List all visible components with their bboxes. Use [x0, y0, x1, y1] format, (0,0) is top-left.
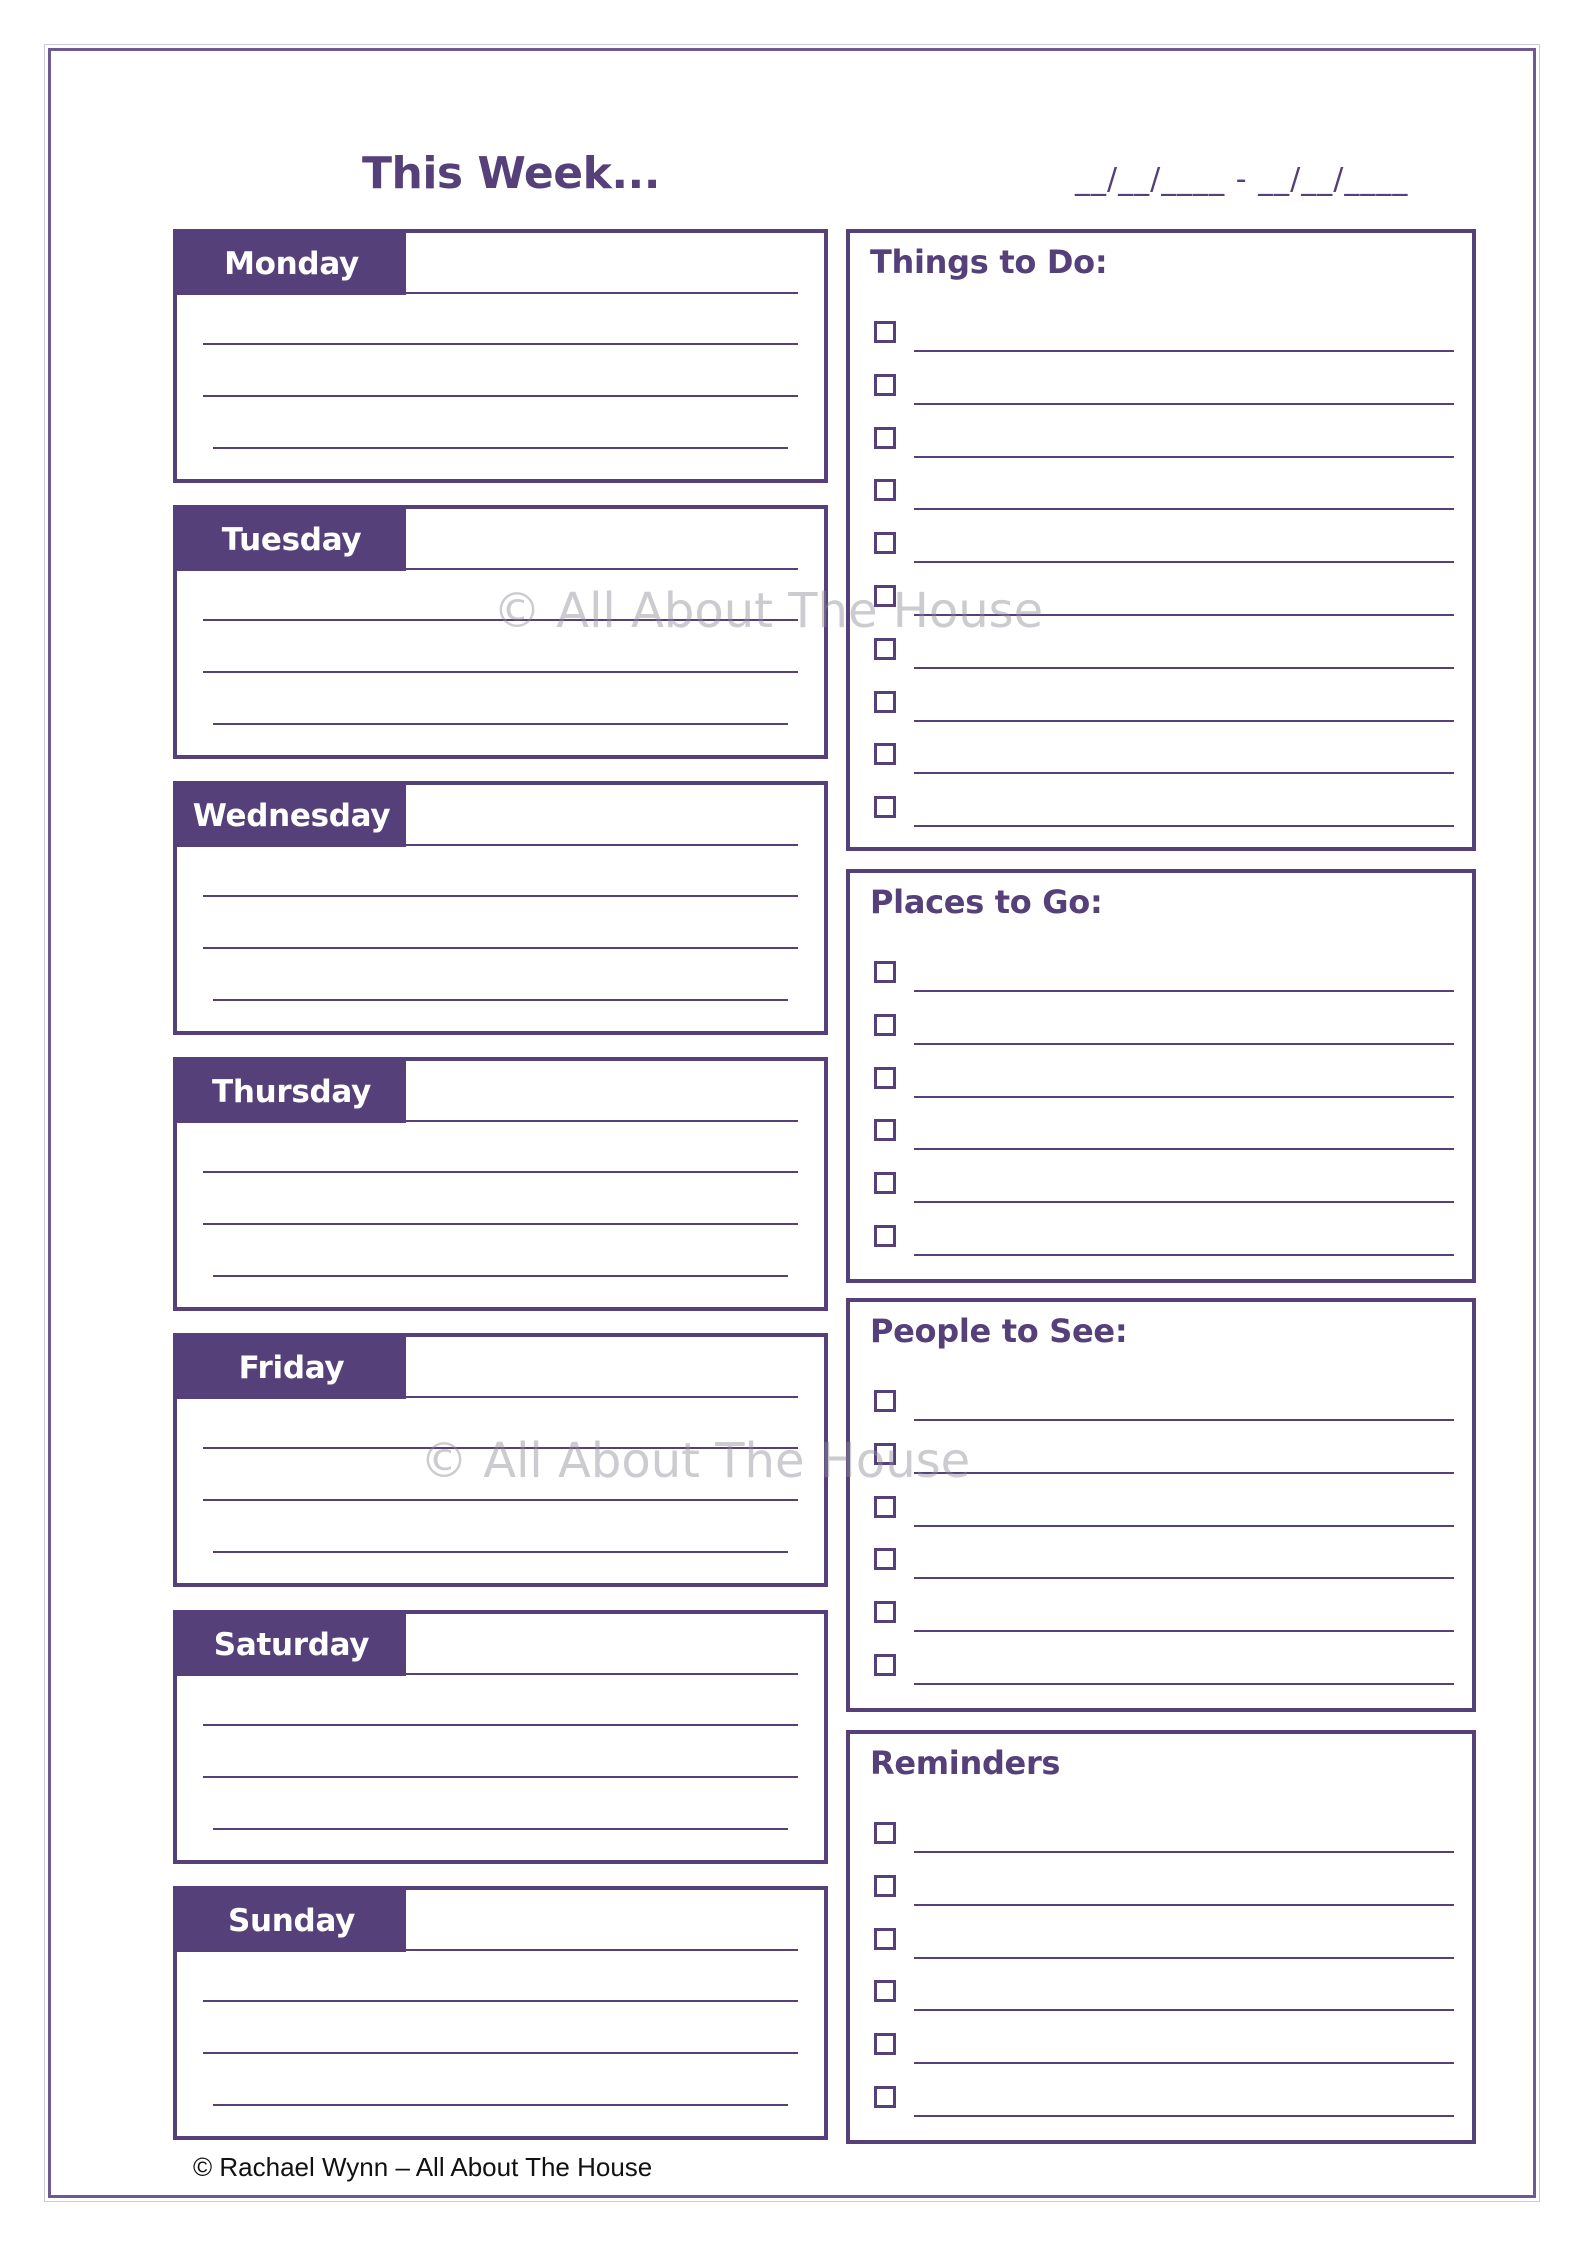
writing-line[interactable] [406, 1120, 798, 1122]
writing-line[interactable] [914, 667, 1454, 669]
checkbox[interactable] [874, 743, 896, 765]
checkbox[interactable] [874, 1172, 896, 1194]
writing-line[interactable] [213, 723, 788, 725]
day-header: Saturday [177, 1614, 406, 1676]
writing-line[interactable] [203, 1447, 798, 1449]
day-header: Sunday [177, 1890, 406, 1952]
writing-line[interactable] [203, 1223, 798, 1225]
checklist-row[interactable] [874, 370, 1454, 410]
day-box-saturday[interactable] [173, 1610, 828, 1864]
day-box-tuesday[interactable] [173, 505, 828, 759]
checkbox[interactable] [874, 479, 896, 501]
writing-line[interactable] [203, 1171, 798, 1173]
writing-line[interactable] [914, 1683, 1454, 1685]
checklist-row[interactable] [874, 1115, 1454, 1155]
panel-title: Places to Go: [870, 883, 1103, 921]
checkbox[interactable] [874, 1928, 896, 1950]
page-title: This Week... [362, 148, 660, 199]
checklist-row[interactable] [874, 1168, 1454, 1208]
writing-line[interactable] [203, 1499, 798, 1501]
checkbox[interactable] [874, 2086, 896, 2108]
checkbox[interactable] [874, 796, 896, 818]
checkbox[interactable] [874, 2033, 896, 2055]
day-header: Wednesday [177, 785, 406, 847]
writing-line[interactable] [914, 825, 1454, 827]
writing-line[interactable] [914, 2062, 1454, 2064]
checkbox[interactable] [874, 1548, 896, 1570]
checklist-row[interactable] [874, 1650, 1454, 1690]
checklist-row[interactable] [874, 792, 1454, 832]
checklist-row[interactable] [874, 1492, 1454, 1532]
writing-line[interactable] [203, 2000, 798, 2002]
writing-line[interactable] [914, 1851, 1454, 1853]
day-box-friday[interactable] [173, 1333, 828, 1587]
writing-line[interactable] [406, 1949, 798, 1951]
writing-line[interactable] [203, 671, 798, 673]
checklist-row[interactable] [874, 1871, 1454, 1911]
checkbox[interactable] [874, 1443, 896, 1465]
writing-line[interactable] [213, 1828, 788, 1830]
checklist-row[interactable] [874, 1976, 1454, 2016]
checkbox[interactable] [874, 961, 896, 983]
day-header: Monday [177, 233, 406, 295]
checklist-row[interactable] [874, 739, 1454, 779]
day-box-thursday[interactable] [173, 1057, 828, 1311]
writing-line[interactable] [914, 1043, 1454, 1045]
checklist-row[interactable] [874, 2029, 1454, 2069]
writing-line[interactable] [213, 2104, 788, 2106]
day-header: Friday [177, 1337, 406, 1399]
writing-line[interactable] [213, 1275, 788, 1277]
writing-line[interactable] [914, 772, 1454, 774]
writing-line[interactable] [213, 447, 788, 449]
writing-line[interactable] [406, 1396, 798, 1398]
checklist-row[interactable] [874, 957, 1454, 997]
writing-line[interactable] [914, 403, 1454, 405]
writing-line[interactable] [914, 720, 1454, 722]
writing-line[interactable] [914, 1472, 1454, 1474]
checkbox[interactable] [874, 374, 896, 396]
checkbox[interactable] [874, 1390, 896, 1412]
writing-line[interactable] [914, 456, 1454, 458]
checklist-row[interactable] [874, 634, 1454, 674]
panel-title: Things to Do: [870, 243, 1108, 281]
writing-line[interactable] [203, 395, 798, 397]
checkbox[interactable] [874, 427, 896, 449]
writing-line[interactable] [914, 1148, 1454, 1150]
writing-line[interactable] [914, 2009, 1454, 2011]
checkbox[interactable] [874, 1601, 896, 1623]
checklist-row[interactable] [874, 475, 1454, 515]
checkbox[interactable] [874, 532, 896, 554]
checklist-row[interactable] [874, 581, 1454, 621]
date-range-field[interactable]: __/__/____ - __/__/____ [1075, 162, 1409, 197]
checkbox[interactable] [874, 1014, 896, 1036]
writing-line[interactable] [914, 1201, 1454, 1203]
checklist-row[interactable] [874, 2082, 1454, 2122]
writing-line[interactable] [406, 292, 798, 294]
writing-line[interactable] [406, 1673, 798, 1675]
panel-people-to-see [846, 1298, 1476, 1712]
checklist-row[interactable] [874, 1818, 1454, 1858]
writing-line[interactable] [203, 1776, 798, 1778]
writing-line[interactable] [213, 1551, 788, 1553]
writing-line[interactable] [914, 614, 1454, 616]
panel-things-to-do [846, 229, 1476, 851]
panel-title: Reminders [870, 1744, 1061, 1782]
writing-line[interactable] [203, 619, 798, 621]
checkbox[interactable] [874, 1496, 896, 1518]
watermark: © All About The House [493, 583, 1044, 639]
day-box-sunday[interactable] [173, 1886, 828, 2140]
checkbox[interactable] [874, 1875, 896, 1897]
checklist-row[interactable] [874, 423, 1454, 463]
checklist-row[interactable] [874, 528, 1454, 568]
writing-line[interactable] [914, 1525, 1454, 1527]
panel-title: People to See: [870, 1312, 1128, 1350]
checklist-row[interactable] [874, 1597, 1454, 1637]
checkbox[interactable] [874, 1654, 896, 1676]
writing-line[interactable] [203, 2052, 798, 2054]
checkbox[interactable] [874, 1980, 896, 2002]
panel-reminders [846, 1730, 1476, 2144]
day-header: Tuesday [177, 509, 406, 571]
panel-places-to-go [846, 869, 1476, 1283]
checklist-row[interactable] [874, 1386, 1454, 1426]
writing-line[interactable] [203, 343, 798, 345]
checkbox[interactable] [874, 1225, 896, 1247]
writing-line[interactable] [406, 568, 798, 570]
writing-line[interactable] [914, 561, 1454, 563]
checklist-row[interactable] [874, 317, 1454, 357]
checklist-row[interactable] [874, 1010, 1454, 1050]
checkbox[interactable] [874, 691, 896, 713]
watermark: © All About The House [420, 1433, 971, 1489]
writing-line[interactable] [914, 1904, 1454, 1906]
checklist-row[interactable] [874, 1924, 1454, 1964]
writing-line[interactable] [914, 1957, 1454, 1959]
writing-line[interactable] [203, 895, 798, 897]
checkbox[interactable] [874, 321, 896, 343]
writing-line[interactable] [406, 844, 798, 846]
writing-line[interactable] [914, 2115, 1454, 2117]
day-box-monday[interactable] [173, 229, 828, 483]
writing-line[interactable] [914, 1577, 1454, 1579]
checklist-row[interactable] [874, 687, 1454, 727]
writing-line[interactable] [914, 1419, 1454, 1421]
checkbox[interactable] [874, 638, 896, 660]
day-header: Thursday [177, 1061, 406, 1123]
checkbox[interactable] [874, 585, 896, 607]
writing-line[interactable] [213, 999, 788, 1001]
writing-line[interactable] [914, 990, 1454, 992]
writing-line[interactable] [914, 1096, 1454, 1098]
checklist-row[interactable] [874, 1063, 1454, 1103]
checklist-row[interactable] [874, 1544, 1454, 1584]
copyright-footer: © Rachael Wynn – All About The House [193, 2152, 653, 2182]
checklist-row[interactable] [874, 1439, 1454, 1479]
checkbox[interactable] [874, 1067, 896, 1089]
writing-line[interactable] [914, 508, 1454, 510]
checkbox[interactable] [874, 1119, 896, 1141]
writing-line[interactable] [203, 1724, 798, 1726]
checkbox[interactable] [874, 1822, 896, 1844]
day-box-wednesday[interactable] [173, 781, 828, 1035]
checklist-row[interactable] [874, 1221, 1454, 1261]
writing-line[interactable] [203, 947, 798, 949]
writing-line[interactable] [914, 1630, 1454, 1632]
writing-line[interactable] [914, 350, 1454, 352]
writing-line[interactable] [914, 1254, 1454, 1256]
